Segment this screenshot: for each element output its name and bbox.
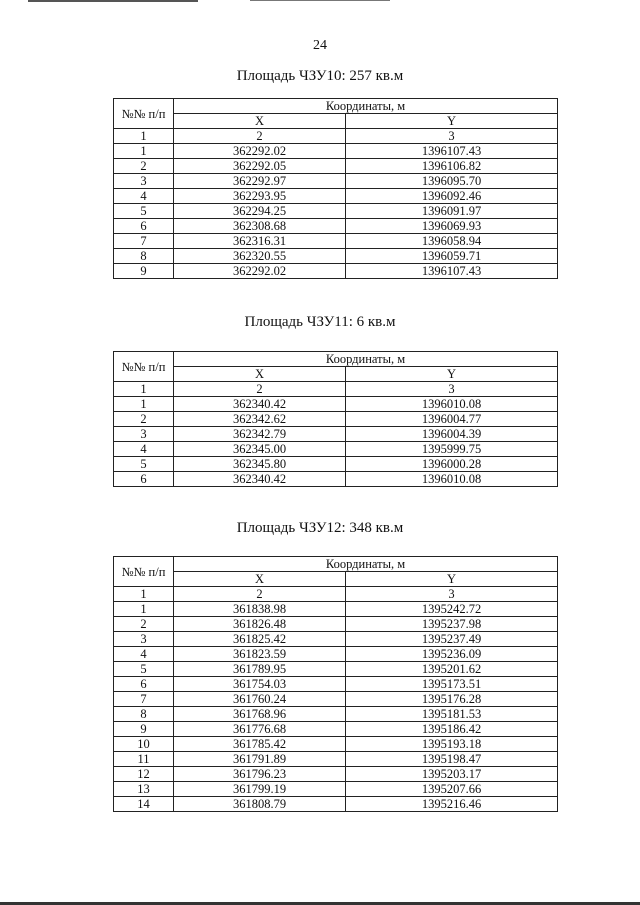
- section-title: Площадь ЧЗУ11: 6 кв.м: [244, 314, 396, 330]
- page-number: 24: [313, 38, 327, 53]
- x-value: 362294.25: [174, 204, 346, 219]
- table-row: [114, 737, 558, 752]
- y-value: 1396058.94: [346, 234, 558, 249]
- column-index: 3: [346, 382, 558, 397]
- table-row: [114, 472, 558, 487]
- row-number: 5: [114, 662, 174, 677]
- x-value: 361808.79: [174, 797, 346, 812]
- row-number: 7: [114, 692, 174, 707]
- table-body: [114, 602, 558, 812]
- col-header-coordinates: Координаты, м: [174, 352, 558, 367]
- row-number: 4: [114, 442, 174, 457]
- x-value: 361754.03: [174, 677, 346, 692]
- table-row: [114, 662, 558, 677]
- table-row: [114, 707, 558, 722]
- col-header-number: №№ п/п: [114, 99, 174, 129]
- row-number: 6: [114, 677, 174, 692]
- row-number: 4: [114, 647, 174, 662]
- col-header-y: Y: [346, 367, 558, 382]
- col-header-y: Y: [346, 114, 558, 129]
- y-value: 1396091.97: [346, 204, 558, 219]
- col-header-number: №№ п/п: [114, 557, 174, 587]
- table-row: [114, 174, 558, 189]
- y-value: 1395203.17: [346, 767, 558, 782]
- coordinates-table: [113, 98, 558, 279]
- x-value: 362292.97: [174, 174, 346, 189]
- row-number: 8: [114, 707, 174, 722]
- col-header-x: X: [174, 114, 346, 129]
- col-header-y: Y: [346, 572, 558, 587]
- y-value: 1396010.08: [346, 472, 558, 487]
- table-row: [114, 412, 558, 427]
- x-value: 361789.95: [174, 662, 346, 677]
- x-value: 362292.05: [174, 159, 346, 174]
- row-number: 8: [114, 249, 174, 264]
- column-index: 1: [114, 587, 174, 602]
- x-value: 362308.68: [174, 219, 346, 234]
- row-number: 7: [114, 234, 174, 249]
- x-value: 361796.23: [174, 767, 346, 782]
- table-row: [114, 427, 558, 442]
- y-value: 1396092.46: [346, 189, 558, 204]
- y-value: 1395181.53: [346, 707, 558, 722]
- table-row: [114, 144, 558, 159]
- table-row: [114, 692, 558, 707]
- table-row: [114, 204, 558, 219]
- table-row: [114, 234, 558, 249]
- x-value: 362293.95: [174, 189, 346, 204]
- row-number: 13: [114, 782, 174, 797]
- table-row: [114, 457, 558, 472]
- x-value: 361785.42: [174, 737, 346, 752]
- y-value: 1395242.72: [346, 602, 558, 617]
- y-value: 1396107.43: [346, 144, 558, 159]
- row-number: 14: [114, 797, 174, 812]
- y-value: 1395176.28: [346, 692, 558, 707]
- x-value: 362316.31: [174, 234, 346, 249]
- table-row: [114, 722, 558, 737]
- column-index: 2: [174, 129, 346, 144]
- x-value: 361791.89: [174, 752, 346, 767]
- row-number: 9: [114, 722, 174, 737]
- row-number: 2: [114, 617, 174, 632]
- x-value: 361826.48: [174, 617, 346, 632]
- column-index-row: [114, 129, 558, 144]
- top-scan-rule: [28, 0, 198, 2]
- row-number: 3: [114, 632, 174, 647]
- x-value: 362342.79: [174, 427, 346, 442]
- table-row: [114, 397, 558, 412]
- row-number: 11: [114, 752, 174, 767]
- y-value: 1395186.42: [346, 722, 558, 737]
- y-value: 1396004.39: [346, 427, 558, 442]
- y-value: 1395999.75: [346, 442, 558, 457]
- section-title: Площадь ЧЗУ12: 348 кв.м: [236, 520, 404, 536]
- column-index: 1: [114, 382, 174, 397]
- y-value: 1395236.09: [346, 647, 558, 662]
- y-value: 1396095.70: [346, 174, 558, 189]
- col-header-x: X: [174, 367, 346, 382]
- row-number: 9: [114, 264, 174, 279]
- y-value: 1395237.98: [346, 617, 558, 632]
- x-value: 362320.55: [174, 249, 346, 264]
- table-row: [114, 647, 558, 662]
- x-value: 361823.59: [174, 647, 346, 662]
- row-number: 1: [114, 397, 174, 412]
- table-row: [114, 617, 558, 632]
- y-value: 1396059.71: [346, 249, 558, 264]
- y-value: 1396106.82: [346, 159, 558, 174]
- x-value: 362342.62: [174, 412, 346, 427]
- row-number: 5: [114, 204, 174, 219]
- column-index: 1: [114, 129, 174, 144]
- table-row: [114, 752, 558, 767]
- y-value: 1395198.47: [346, 752, 558, 767]
- table-row: [114, 767, 558, 782]
- col-header-coordinates: Координаты, м: [174, 99, 558, 114]
- row-number: 6: [114, 219, 174, 234]
- x-value: 361799.19: [174, 782, 346, 797]
- column-index: 2: [174, 587, 346, 602]
- row-number: 6: [114, 472, 174, 487]
- y-value: 1396107.43: [346, 264, 558, 279]
- coordinates-table: [113, 351, 558, 487]
- x-value: 361768.96: [174, 707, 346, 722]
- section-title: Площадь ЧЗУ10: 257 кв.м: [236, 68, 404, 84]
- column-index-row: [114, 382, 558, 397]
- table-row: [114, 159, 558, 174]
- x-value: 361760.24: [174, 692, 346, 707]
- y-value: 1395207.66: [346, 782, 558, 797]
- table-row: [114, 442, 558, 457]
- table-row: [114, 797, 558, 812]
- table-row: [114, 782, 558, 797]
- x-value: 362292.02: [174, 144, 346, 159]
- x-value: 361825.42: [174, 632, 346, 647]
- table-body: [114, 397, 558, 487]
- y-value: 1396010.08: [346, 397, 558, 412]
- x-value: 362340.42: [174, 472, 346, 487]
- row-number: 1: [114, 602, 174, 617]
- table-row: [114, 249, 558, 264]
- coordinates-table: [113, 556, 558, 812]
- table-row: [114, 677, 558, 692]
- row-number: 12: [114, 767, 174, 782]
- row-number: 4: [114, 189, 174, 204]
- x-value: 362345.00: [174, 442, 346, 457]
- table-row: [114, 189, 558, 204]
- y-value: 1395193.18: [346, 737, 558, 752]
- y-value: 1396069.93: [346, 219, 558, 234]
- x-value: 362292.02: [174, 264, 346, 279]
- column-index: 3: [346, 587, 558, 602]
- row-number: 1: [114, 144, 174, 159]
- table-row: [114, 264, 558, 279]
- table-row: [114, 602, 558, 617]
- y-value: 1396000.28: [346, 457, 558, 472]
- y-value: 1396004.77: [346, 412, 558, 427]
- row-number: 2: [114, 159, 174, 174]
- top-scan-rule: [250, 0, 390, 1]
- col-header-number: №№ п/п: [114, 352, 174, 382]
- column-index: 3: [346, 129, 558, 144]
- row-number: 10: [114, 737, 174, 752]
- x-value: 362340.42: [174, 397, 346, 412]
- table-body: [114, 144, 558, 279]
- row-number: 2: [114, 412, 174, 427]
- y-value: 1395237.49: [346, 632, 558, 647]
- y-value: 1395216.46: [346, 797, 558, 812]
- y-value: 1395201.62: [346, 662, 558, 677]
- col-header-coordinates: Координаты, м: [174, 557, 558, 572]
- table-row: [114, 219, 558, 234]
- x-value: 362345.80: [174, 457, 346, 472]
- x-value: 361838.98: [174, 602, 346, 617]
- row-number: 3: [114, 427, 174, 442]
- y-value: 1395173.51: [346, 677, 558, 692]
- column-index: 2: [174, 382, 346, 397]
- column-index-row: [114, 587, 558, 602]
- row-number: 3: [114, 174, 174, 189]
- table-row: [114, 632, 558, 647]
- row-number: 5: [114, 457, 174, 472]
- col-header-x: X: [174, 572, 346, 587]
- x-value: 361776.68: [174, 722, 346, 737]
